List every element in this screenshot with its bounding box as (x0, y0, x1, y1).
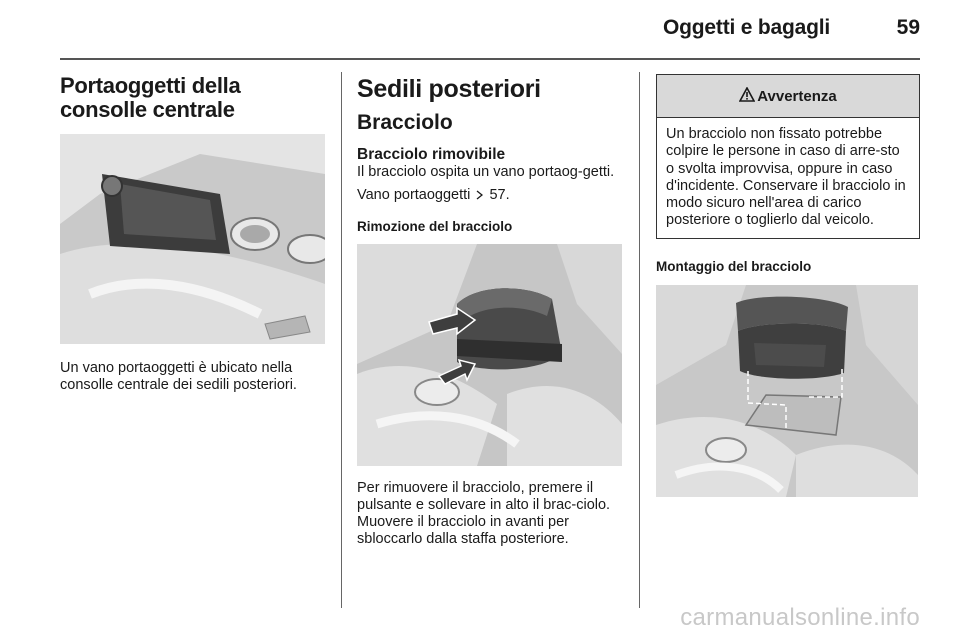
armrest-description: Il bracciolo ospita un vano portaog-getti. (357, 164, 615, 180)
storage-reference-text: Vano portaoggetti (357, 187, 471, 203)
page-number: 59 (896, 16, 920, 39)
column-console-storage (60, 74, 325, 394)
removal-title: Rimozione del bracciolo (357, 219, 513, 234)
header-title: Oggetti e bagagli (663, 16, 830, 39)
console-storage-illustration (60, 134, 325, 344)
column-rear-seats (357, 74, 625, 548)
warning-text: Un bracciolo non fissato potrebbe colpire le persone in caso di arre-sto o svolta improvvisa, oppure in caso d'incidente. Conservare il bracciolo in modo sicuro nell'area di carico posteriore o toglierlo dal veicolo. (666, 126, 906, 229)
warning-box (656, 74, 920, 239)
removal-instructions: Per rimuovere il bracciolo, premere il pulsante e sollevare in alto il brac-ciolo. Muovere il bracciolo in avanti per sbloccarlo dalla staffa posteriore. (357, 480, 611, 547)
warning-header (657, 75, 919, 118)
column-divider-2 (639, 72, 640, 608)
warning-title: Avvertenza (757, 87, 837, 105)
header-divider (60, 58, 920, 60)
armrest-removal-illustration (357, 244, 622, 466)
watermark: carmanualsonline.info (680, 604, 920, 631)
storage-reference-page: 57. (489, 187, 510, 203)
assembly-title: Montaggio del bracciolo (656, 258, 812, 274)
storage-reference (357, 187, 625, 204)
section-heading-rear-seats: Sedili posteriori (357, 75, 541, 103)
subheading-removable-armrest: Bracciolo rimovibile (357, 146, 506, 163)
column-divider-1 (341, 72, 342, 608)
armrest-assembly-illustration (656, 285, 918, 497)
warning-triangle-icon (739, 87, 755, 106)
console-storage-description: Un vano portaoggetti è ubicato nella consolle centrale dei sedili posteriori. (60, 360, 297, 393)
column-warning-assembly (656, 74, 920, 497)
subheading-armrest: Bracciolo (357, 111, 453, 134)
section-heading-console-storage: Portaoggetti della consolle centrale (60, 73, 241, 122)
